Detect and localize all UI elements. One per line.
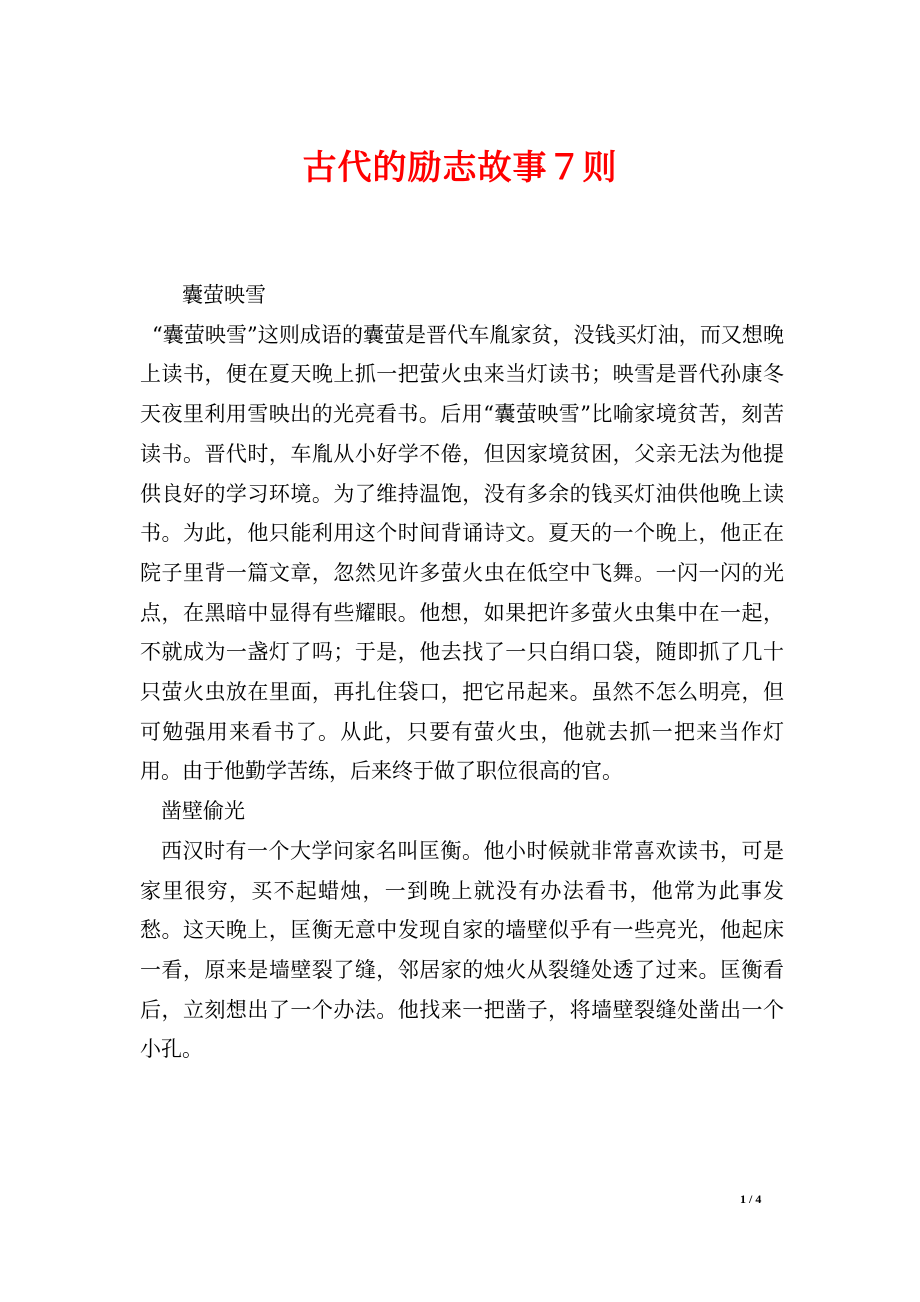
document-title: 古代的励志故事７则 [302, 148, 618, 188]
document-body [140, 276, 784, 1070]
section-paragraph-zaobi: 西汉时有一个大学问家名叫匡衡。他小时候就非常喜欢读书，可是家里很穷，买不起蜡烛，一到晚上就没有办法看书，他常为此事发愁。这天晚上，匡衡无意中发现自家的墙壁似乎有一些亮光，他起床一看，原来是墙壁裂了缝，邻居家的烛火从裂缝处透了过来。匡衡看后，立刻想出了一个办法。他找来一把凿子，将墙壁裂缝处凿出一个小孔。 [140, 838, 784, 1062]
section-heading-zaobi: 凿壁偷光 [161, 799, 245, 824]
section-heading-nangying: 囊萤映雪 [182, 283, 266, 307]
page-number: 1 / 4 [740, 1192, 762, 1206]
section-paragraph-nangying: “囊萤映雪”这则成语的囊萤是晋代车胤家贫，没钱买灯油，而又想晚上读书，便在夏天晚上抓一把萤火虫来当灯读书；映雪是晋代孙康冬天夜里利用雪映出的光亮看书。后用“囊萤映雪”比喻家境贫苦，刻苦读书。晋代时，车胤从小好学不倦，但因家境贫困，父亲无法为他提供良好的学习环境。为了维持温饱，没有多余的钱买灯油供他晚上读书。为此，他只能利用这个时间背诵诗文。夏天的一个晚上，他正在院子里背一篇文章，忽然见许多萤火虫在低空中飞舞。一闪一闪的光点，在黑暗中显得有些耀眼。他想，如果把许多萤火虫集中在一起，不就成为一盏灯了吗；于是，他去找了一只白绢口袋，随即抓了几十只萤火虫放在里面，再扎住袋口，把它吊起来。虽然不怎么明亮，但可勉强用来看书了。从此，只要有萤火虫，他就去抓一把来当作灯用。由于他勤学苦练，后来终于做了职位很高的官。 [140, 322, 784, 784]
